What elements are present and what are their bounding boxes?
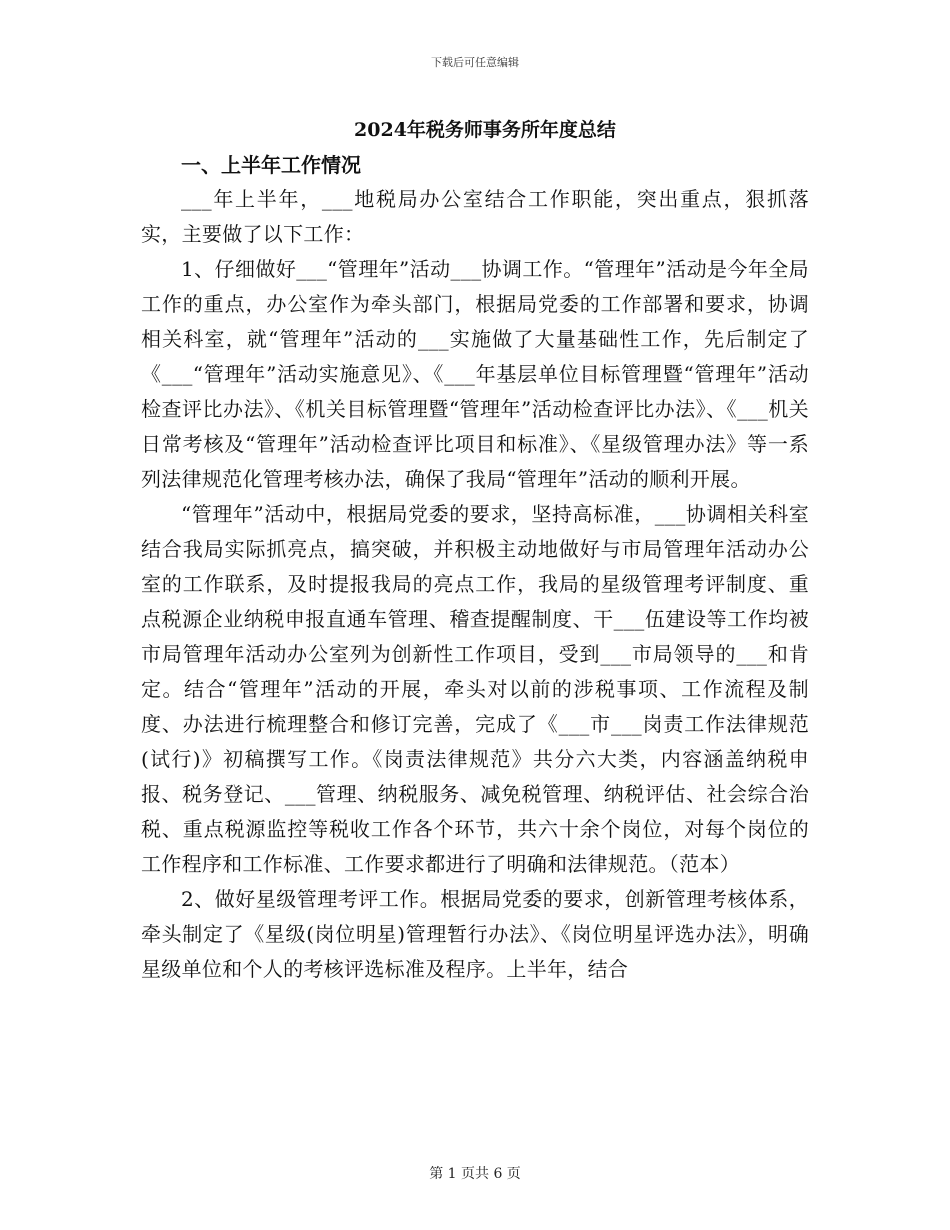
document-title: 2024年税务师事务所年度总结: [354, 119, 616, 141]
section-heading: 一、上半年工作情况: [181, 153, 361, 177]
document-body: [141, 112, 809, 987]
page-footer: 第 1 页共 6 页: [429, 1166, 521, 1182]
paragraph-item-2: 2、做好星级管理考评工作。根据局党委的要求，创新管理考核体系，牵头制定了《星级(岗位明星)管理暂行办法》、《岗位明星评选办法》，明确星级单位和个人的考核评选标准及程序。上半年，结合: [141, 887, 809, 981]
paragraph-management-year: “管理年”活动中，根据局党委的要求，坚持高标准，___协调相关科室结合我局实际抓亮点，搞突破，并积极主动地做好与市局管理年活动办公室的工作联系，及时提报我局的亮点工作，我局的星级管理考评制度、重点税源企业纳税申报直通车管理、稽查提醒制度、干___伍建设等工作均被市局管理年活动办公室列为创新性工作项目，受到___市局领导的___和肯定。结合“管理年”活动的开展，牵头对以前的涉税事项、工作流程及制度、办法进行梳理整合和修订完善，完成了《___市___岗责工作法律规范(试行)》初稿撰写工作。《岗责法律规范》共分六大类，内容涵盖纳税申报、税务登记、___管理、纳税服务、减免税管理、纳税评估、社会综合治税、重点税源监控等税收工作各个环节，共六十余个岗位，对每个岗位的工作程序和工作标准、工作要求都进行了明确和法律规范。（范本）: [141, 502, 809, 876]
header-note: 下载后可任意编辑: [431, 56, 519, 69]
paragraph-item-1: 1、仔细做好___“管理年”活动___协调工作。“管理年”活动是今年全局工作的重点，办公室作为牵头部门，根据局党委的工作部署和要求，协调相关科室，就“管理年”活动的___实施做了大量基础性工作，先后制定了《___“管理年”活动实施意见》、《___年基层单位目标管理暨“管理年”活动检查评比办法》、《机关目标管理暨“管理年”活动检查评比办法》、《___机关日常考核及“管理年”活动检查评比项目和标准》、《星级管理办法》等一系列法律规范化管理考核办法，确保了我局“管理年”活动的顺利开展。: [141, 257, 809, 491]
paragraph-intro: ___年上半年，___地税局办公室结合工作职能，突出重点，狠抓落实，主要做了以下工作：: [141, 187, 809, 246]
